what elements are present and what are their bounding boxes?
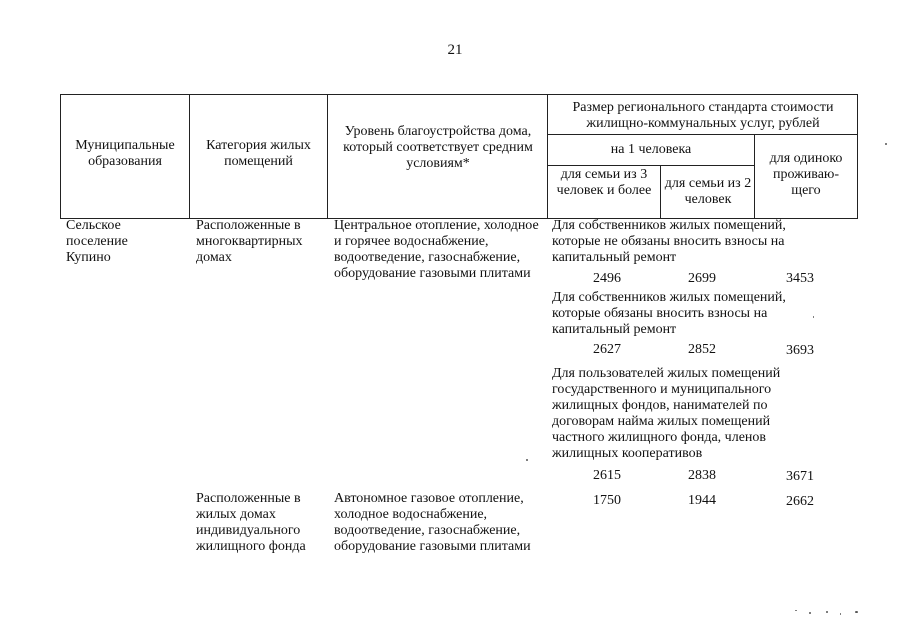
group2-value-family3: 2627 (593, 342, 621, 357)
group2-value-single: 3693 (786, 343, 814, 358)
group1-label: Для собственников жилых помещений, которые не обязаны вносить взносы на капитальный ремонт (552, 218, 786, 265)
header-municipal: Муниципальные образования (75, 138, 175, 169)
group1-value-family3: 2496 (593, 271, 621, 286)
row2-value-family3: 1750 (593, 493, 621, 508)
row2-category: Расположенные в жилых домах индивидуального жилищного фонда (196, 491, 306, 554)
header-category: Категория жилых помещений (206, 138, 311, 169)
group3-value-family3: 2615 (593, 468, 621, 483)
row1-category: Расположенные в многоквартирных домах (196, 218, 303, 265)
group3-label: Для пользователей жилых помещений государственного и муниципального жилищных фондов, нанимателей по договорам найма жилых помещений частного жилищного фонда, членов жилищных кооперативов (552, 366, 781, 461)
row2-value-family2: 1944 (688, 493, 716, 508)
group1-value-family2: 2699 (688, 271, 716, 286)
header-per-person: на 1 человека (610, 142, 692, 157)
group3-value-family2: 2838 (688, 468, 716, 483)
header-single: для одиноко проживаю-щего (769, 151, 843, 198)
row2-level: Автономное газовое отопление, холодное водоснабжение, водоотведение, газоснабжение, оборудование газовыми плитами (334, 491, 531, 554)
group2-value-family2: 2852 (688, 342, 716, 357)
header-family-2: для семьи из 2 человек (664, 176, 752, 207)
row1-level: Центральное отопление, холодное и горячее водоснабжение, водоотведение, газоснабжение, оборудование газовыми плитами (334, 218, 539, 281)
group1-value-single: 3453 (786, 271, 814, 286)
row2-value-single: 2662 (786, 494, 814, 509)
header-family-3: для семьи из 3 человек и более (556, 167, 652, 198)
page-number: 21 (447, 42, 463, 58)
header-level: Уровень благоустройства дома, который соответствует средним условиям* (343, 124, 533, 171)
municipality-name: Сельское поселение Купино (66, 218, 128, 265)
header-standard-size: Размер регионального стандарта стоимости жилищно-коммунальных услуг, рублей (572, 100, 834, 131)
group3-value-single: 3671 (786, 469, 814, 484)
group2-label: Для собственников жилых помещений, которые обязаны вносить взносы на капитальный ремонт (552, 290, 786, 337)
